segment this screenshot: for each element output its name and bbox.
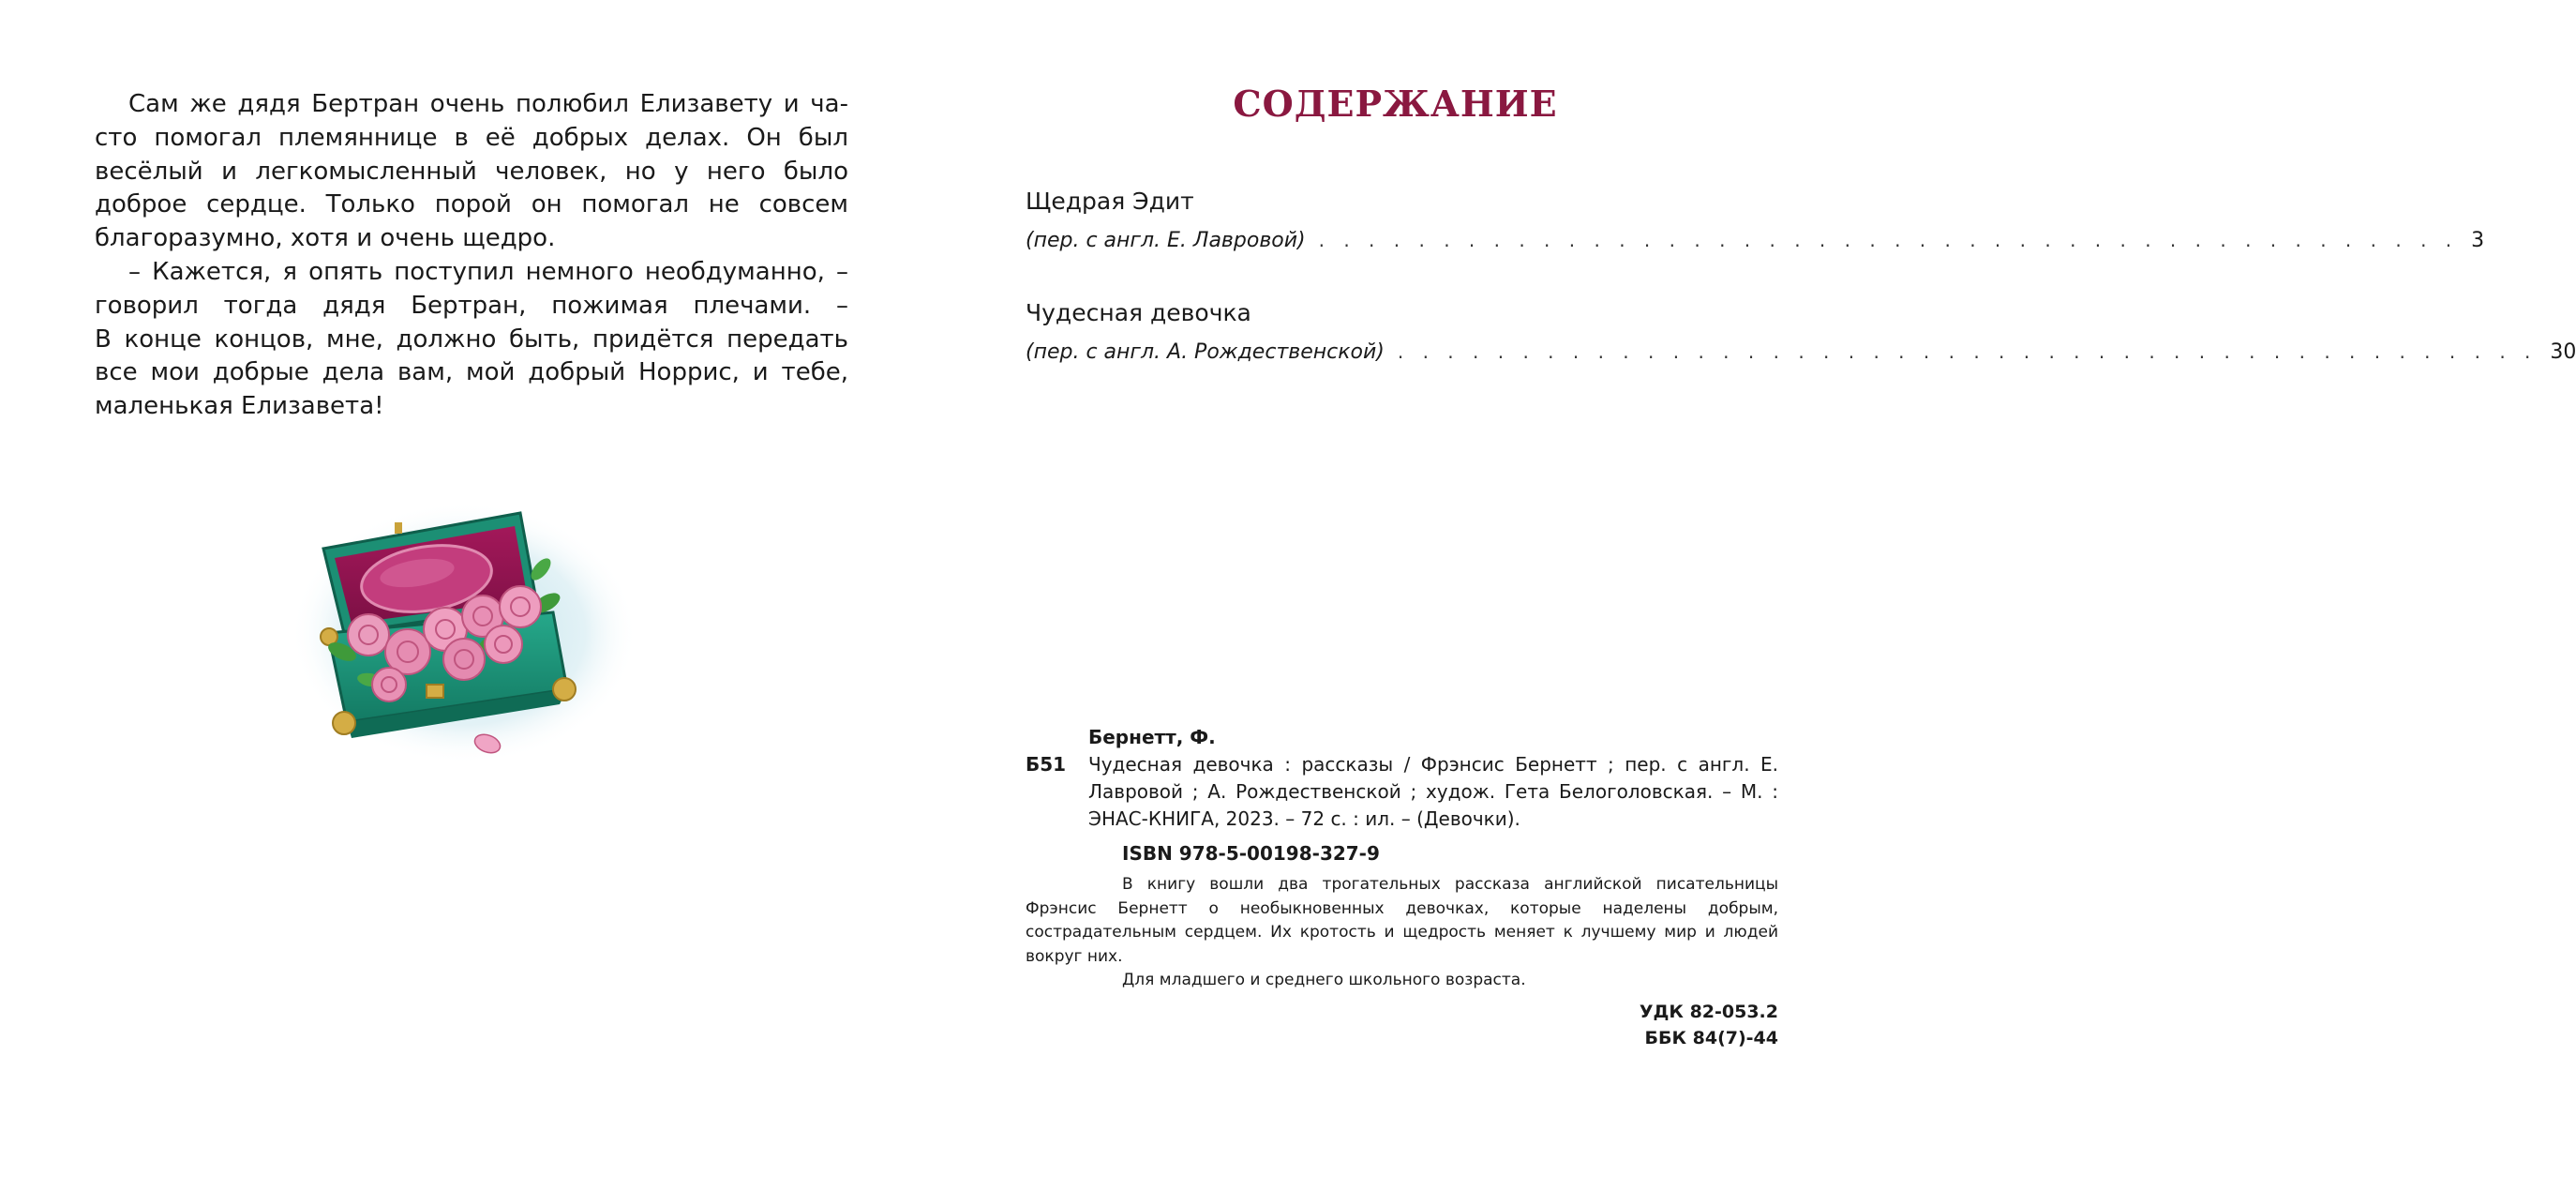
left-page [0,0,930,1191]
toc-entry-page: 3 [2471,229,2485,252]
toc-leader-dots: . . . . . . . . . . . . . . . . . . . . . . . . . . . . . . . . . . . . . . . . . . . . . . [1318,229,2459,251]
story-line: маленькая Елизавета! [95,392,384,421]
toc-entry-translator: (пер. с англ. Е. Лавровой) [1026,229,1306,252]
toc-entry-translator: (пер. с англ. А. Рождественской) [1026,340,1385,364]
story-text [95,88,848,424]
story-line: Сам же дядя Бертран очень полюбил Елизавету и ча- [128,90,848,118]
story-line: доброе сердце. Только порой он помогал не совсем [95,190,848,219]
jewelry-box-illustration [286,492,642,764]
toc-entry-page: 30 [2550,340,2576,364]
right-page [930,0,2576,1191]
biblio-isbn: ISBN 978-5-00198-327-9 [1122,842,1380,865]
story-line: В конце концов, мне, должно быть, придётся передать [95,324,848,354]
toc-leader-dots: . . . . . . . . . . . . . . . . . . . . . . . . . . . . . . . . . . . . . . . . . . . . . . [1397,340,2538,363]
story-line: все мои добрые дела вам, мой добрый Норрис, и тебе, [95,358,848,387]
biblio-bbk: ББК 84(7)-44 [1644,1027,1778,1048]
contents-title: СОДЕРЖАНИЕ [1233,83,1558,125]
biblio-author-code: Б51 [1026,753,1067,776]
biblio-audience: Для младшего и среднего школьного возраста. [1122,971,1526,989]
biblio-annotation: В книгу вошли два трогательных рассказа английской писательницы Фрэнсис Бернетт о необыкновенных девочках, которые наделены добрым, сострадательным сердцем. Их кротость и щедрость меняет к лучшему мир и людей вокруг них. [1026,875,1778,966]
biblio-description: Чудесная девочка : рассказы / Фрэнсис Бернетт ; пер. с англ. Е. Лавровой ; А. Рождественской ; худож. Гета Белоголовская. – М. : ЭНАС-КНИГА, 2023. – 72 с. : ил. – (Девочки). [1088,753,1778,830]
bibliographic-record [1026,724,1778,1051]
story-line: благоразумно, хотя и очень щедро. [95,224,556,253]
toc-entry-title: Чудесная девочка [1026,299,1251,326]
toc-entry [1026,297,2576,368]
toc-entry [1026,186,2485,256]
biblio-annotation-block [1026,873,1778,993]
biblio-author: Бернетт, Ф. [1088,726,1216,748]
biblio-classification [1026,999,1778,1051]
story-line: – Кажется, я опять поступил немного необдуманно, – [128,257,848,286]
story-line: говорил тогда дядя Бертран, пожимая плечами. – [95,291,848,320]
story-line: сто помогал племяннице в её добрых делах. Он был [95,123,848,152]
story-line: весёлый и легкомысленный человек, но у него было [95,157,848,186]
biblio-udk: УДК 82-053.2 [1639,1001,1778,1022]
toc-entry-title: Щедрая Эдит [1026,188,1194,215]
